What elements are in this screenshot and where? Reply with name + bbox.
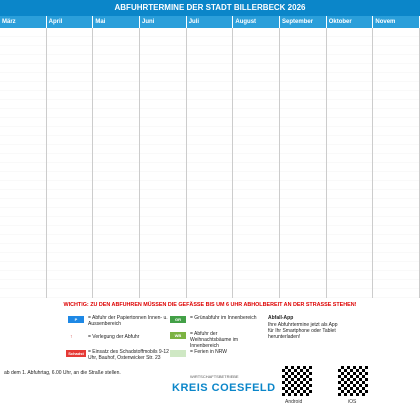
paper-legend-chip: P [68,316,84,323]
holiday-legend-text: = Ferien in NRW [190,349,228,355]
month-column [233,28,280,298]
arrow-icon: ↑ [70,334,73,340]
month-column [0,28,47,298]
month-header: Mai [93,16,140,28]
pickup-notice: WICHTIG: ZU DEN ABFUHREN MÜSSEN DIE GEFÄSSE BIS UM 6 UHR ABHOLBEREIT AN DER STRASSE STEHEN! [63,302,357,308]
app-text: Ihre Abfuhrtermine jetzt als App für Ihr Smartphone oder Tablet herunterladen! [268,322,338,340]
month-header: September [280,16,327,28]
month-column [93,28,140,298]
month-column [373,28,420,298]
month-column [140,28,187,298]
mobil-legend-text: = Einsatz des Schadstoffmobils 9-12 Uhr, Bauhof, Ostenwicker Str. 23 [88,349,169,361]
app-title: Abfall-App [268,315,294,321]
gr-legend-chip: GR [170,316,186,323]
calendar-grid [0,28,420,298]
month-column [327,28,374,298]
month-header-row [0,16,420,28]
month-header: Oktober [327,16,374,28]
delay-legend-text: = Verlegung der Abfuhr [88,334,140,340]
page-title: ABFUHRTERMINE DER STADT BILLERBECK 2026 [0,0,420,16]
logo: KREIS COESFELD [172,382,276,394]
month-column [47,28,94,298]
mobil-legend-chip: Schadst [66,350,86,357]
month-header: August [233,16,280,28]
month-column [280,28,327,298]
android-label: Android [285,399,303,405]
gr-legend-text: = Grünabfuhr im Innenbereich [190,315,257,321]
month-header: Juli [187,16,234,28]
sack-legend-text: ab dem 1. Abfuhrtag, 6.00 Uhr, an die Straße stellen. [4,370,121,376]
month-header: Novem [373,16,420,28]
logo-subtitle: WIRTSCHAFTSBETRIEBE [190,374,239,379]
month-header: Juni [140,16,187,28]
month-column [187,28,234,298]
holiday-legend-chip [170,350,186,357]
wb-legend-text: = Abfuhr der Weihnachtsbäume im Innenbereich [190,331,238,349]
paper-legend-text: = Abfuhr der Papiertonnen Innen- u. Aussenbereich [88,315,168,327]
ios-label: iOS [348,399,357,405]
android-qr-code[interactable] [282,366,312,396]
ios-qr-code[interactable] [338,366,368,396]
month-header: März [0,16,47,28]
month-header: April [47,16,94,28]
wb-legend-chip: WB [170,332,186,339]
